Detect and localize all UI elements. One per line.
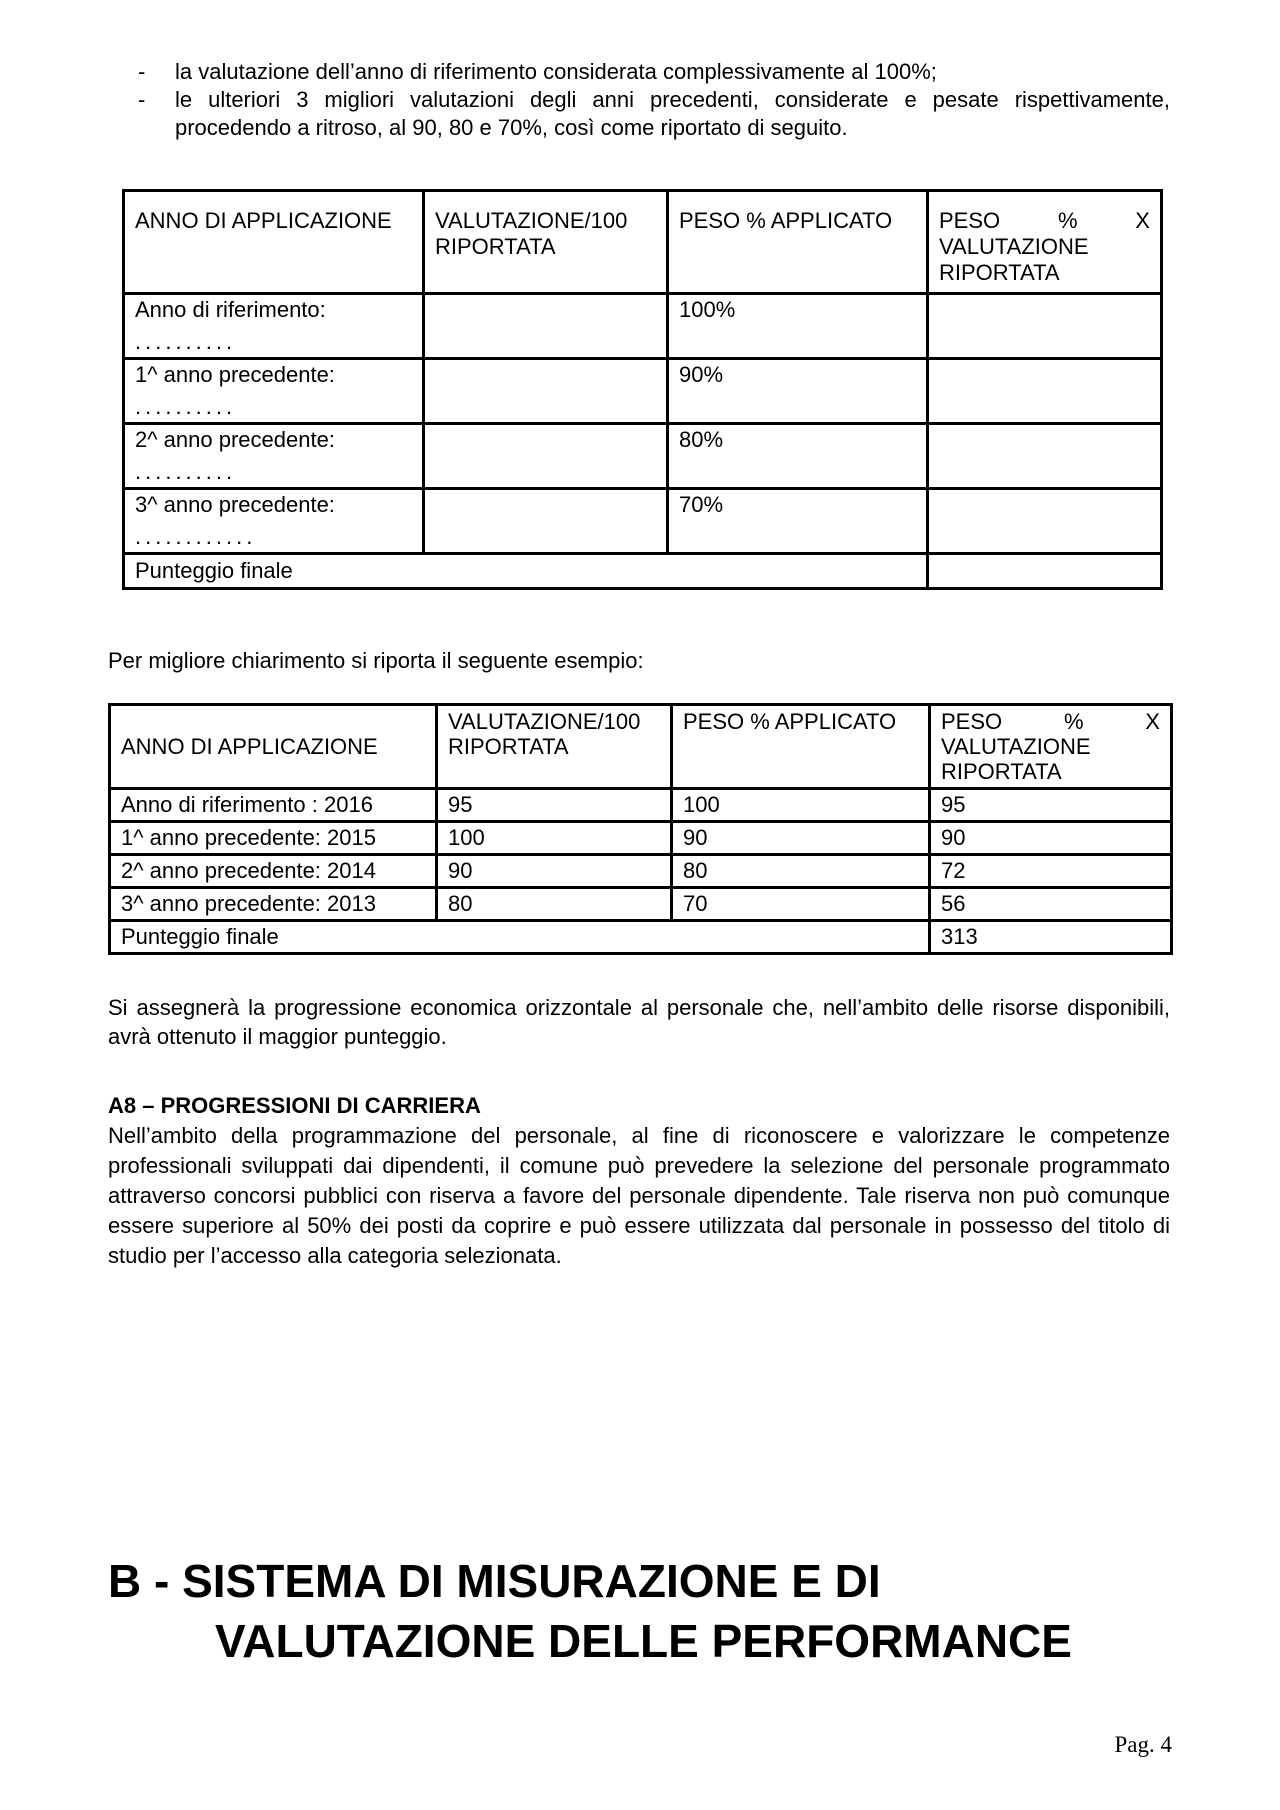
table-row (110, 855, 1172, 888)
x-word: X (1145, 709, 1160, 734)
col-header-peso: PESO % APPLICATO (672, 705, 930, 789)
x-word: X (1135, 208, 1150, 233)
final-score-row (110, 921, 1172, 954)
final-score-label: Punteggio finale (110, 921, 930, 954)
cell-valutazione (424, 359, 668, 424)
cell-peso-x: 72 (930, 855, 1172, 888)
example-intro-text: Per migliore chiarimento si riporta il seguente esempio: (108, 648, 644, 673)
percent-word: % (1057, 208, 1078, 233)
dotted-blank: .......... (135, 459, 237, 484)
cell-peso: 70 (672, 888, 930, 921)
cell-peso-x: 90 (930, 822, 1172, 855)
col-header-peso-x (928, 191, 1162, 294)
table-header-row (110, 705, 1172, 789)
col-header-peso: PESO % APPLICATO (668, 191, 928, 294)
cell-peso: 100 (672, 789, 930, 822)
col-header-anno: ANNO DI APPLICAZIONE (110, 705, 437, 789)
heading-b-line2: VALUTAZIONE DELLE PERFORMANCE (215, 1615, 1072, 1667)
heading-b (108, 1551, 1170, 1671)
cell-peso: 80 (672, 855, 930, 888)
heading-b-line1: B - SISTEMA DI MISURAZIONE E DI (108, 1555, 881, 1607)
table-header-row (124, 191, 1162, 294)
table-row (124, 359, 1162, 424)
cell-peso-x: 56 (930, 888, 1172, 921)
cell-valutazione (424, 424, 668, 489)
col-header-valutazione: VALUTAZIONE/100 RIPORTATA (437, 705, 672, 789)
cell-anno: 1^ anno precedente: 2015 (110, 822, 437, 855)
example-table (108, 703, 1173, 955)
cell-valutazione: 90 (437, 855, 672, 888)
cell-peso: 90% (668, 359, 928, 424)
cell-peso-x: 95 (930, 789, 1172, 822)
cell-peso: 80% (668, 424, 928, 489)
cell-anno (124, 489, 424, 554)
cell-valutazione: 80 (437, 888, 672, 921)
peso-word: PESO (941, 709, 1003, 734)
cell-anno: 3^ anno precedente: 2013 (110, 888, 437, 921)
dotted-blank: .......... (135, 329, 237, 354)
col-header-valutazione: VALUTAZIONE/100 RIPORTATA (424, 191, 668, 294)
peso-word: PESO (939, 208, 1001, 233)
cell-valutazione (424, 294, 668, 359)
table-row (124, 489, 1162, 554)
cell-peso-x (928, 424, 1162, 489)
list-item (108, 58, 1170, 86)
final-score-value: 313 (930, 921, 1172, 954)
final-score-label: Punteggio finale (124, 554, 928, 589)
cell-valutazione (424, 489, 668, 554)
cell-valutazione: 100 (437, 822, 672, 855)
cell-anno: Anno di riferimento : 2016 (110, 789, 437, 822)
peso-x-justified-line (941, 709, 1160, 734)
cell-anno: 2^ anno precedente: 2014 (110, 855, 437, 888)
page-number: Pag. 4 (1114, 1732, 1172, 1757)
table-row (110, 822, 1172, 855)
col-header-anno: ANNO DI APPLICAZIONE (124, 191, 424, 294)
cell-peso: 100% (668, 294, 928, 359)
list-item-text: la valutazione dell’anno di riferimento considerata complessivamente al 100%; (175, 59, 937, 84)
paragraph-assignment: Si assegnerà la progressione economica orizzontale al personale che, nell’ambito delle risorse disponibili, avrà ottenuto il maggior punteggio. (108, 995, 1170, 1049)
cell-peso-x (928, 359, 1162, 424)
list-marker: - (138, 59, 146, 84)
row-label: 3^ anno precedente: (135, 492, 335, 517)
weights-table (122, 189, 1163, 590)
cell-valutazione: 95 (437, 789, 672, 822)
dotted-blank: ............ (135, 524, 257, 549)
cell-anno (124, 359, 424, 424)
heading-a8: A8 – PROGRESSIONI DI CARRIERA (108, 1093, 481, 1118)
table-row (110, 789, 1172, 822)
cell-peso-x (928, 489, 1162, 554)
paragraph-a8: Nell’ambito della programmazione del personale, al fine di riconoscere e valorizzare le competenze professionali sviluppati dai dipendenti, il comune può prevedere la selezione del personale programmato attraverso concorsi pubblici con riserva a favore del personale dipendente. Tale riserva non può comunque essere superiore al 50% dei posti da coprire e può essere utilizzata dal personale in possesso del titolo di studio per l’accesso alla categoria selezionata. (108, 1123, 1170, 1268)
list-item-text: le ulteriori 3 migliori valutazioni degli anni precedenti, considerate e pesate rispettivamente, procedendo a ritroso, al 90, 80 e 70%, così come riportato di seguito. (175, 87, 1170, 140)
cell-peso: 70% (668, 489, 928, 554)
col-header-peso-x (930, 705, 1172, 789)
cell-anno (124, 294, 424, 359)
list-marker: - (138, 87, 146, 112)
table-row (124, 424, 1162, 489)
final-score-value (928, 554, 1162, 589)
cell-anno (124, 424, 424, 489)
peso-x-rest: VALUTAZIONE RIPORTATA (939, 234, 1089, 285)
row-label: 2^ anno precedente: (135, 427, 335, 452)
list-item (108, 86, 1170, 142)
cell-peso: 90 (672, 822, 930, 855)
peso-x-rest: VALUTAZIONE RIPORTATA (941, 734, 1091, 784)
table-row (124, 294, 1162, 359)
percent-word: % (1063, 709, 1084, 734)
table-row (110, 888, 1172, 921)
cell-peso-x (928, 294, 1162, 359)
final-score-row (124, 554, 1162, 589)
row-label: 1^ anno precedente: (135, 362, 335, 387)
dotted-blank: .......... (135, 394, 237, 419)
row-label: Anno di riferimento: (135, 297, 326, 322)
peso-x-justified-line (939, 208, 1150, 234)
